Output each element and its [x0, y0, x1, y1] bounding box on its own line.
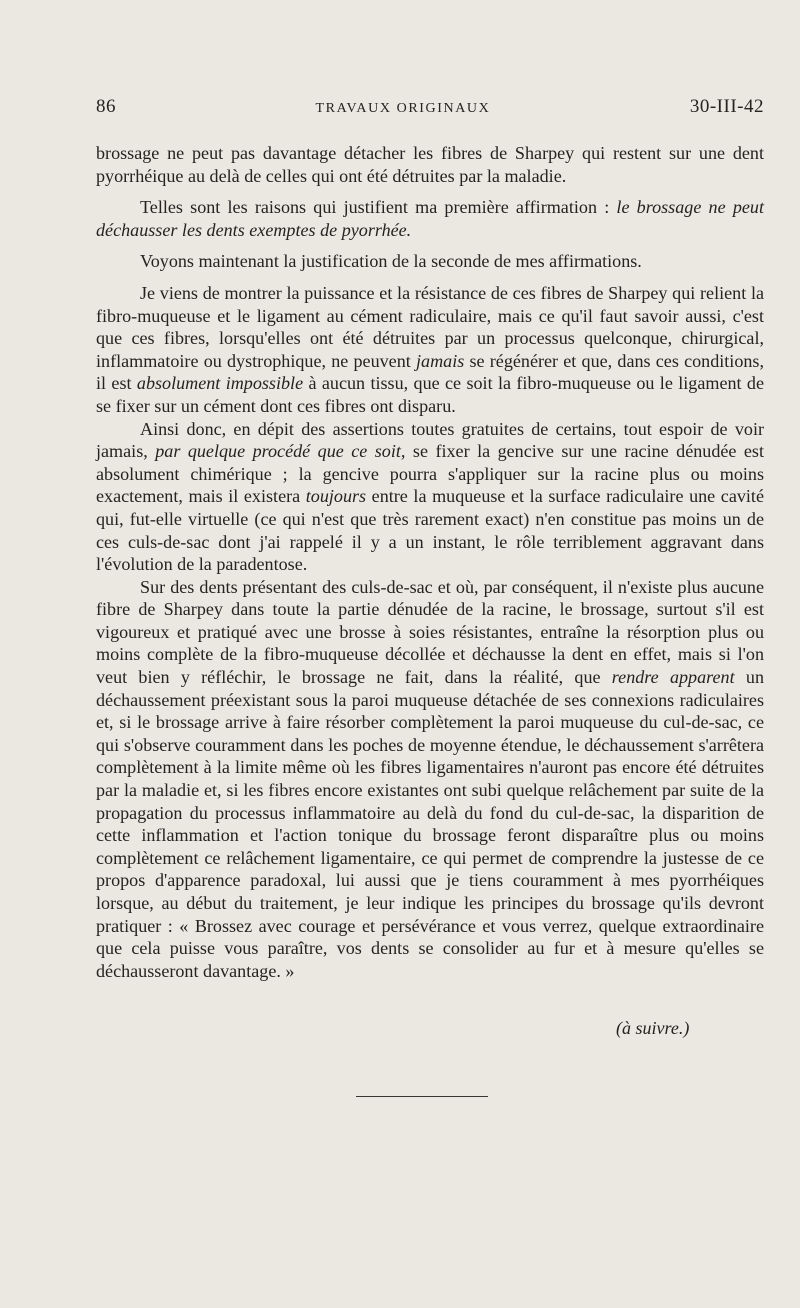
paragraph-culs-de-sac: [96, 576, 764, 983]
emphasis-text: absolument impossible: [136, 373, 304, 394]
emphasis-text: rendre apparent: [611, 667, 735, 688]
running-header: [96, 96, 764, 118]
continuation-note: (à suivre.): [616, 1018, 690, 1038]
paragraph-text: entre la muqueuse et la surface radiculaire une cavité qui, fut-elle virtuelle (ce qui n'est que très rarement exact) n'en constitue pas moins un de ces culs-de-sac dont j'ai rappelé il y a un instant, le rôle terriblement aggravant dans l'évolution de la paradentose.: [96, 486, 764, 575]
paragraph-sharpey-fibers: [96, 282, 764, 418]
emphasis-text: le brossage ne peut déchausser les dents exemptes de pyorrhée.: [96, 197, 764, 240]
issue-date: 30-III-42: [689, 96, 764, 117]
paragraph-text: se fixer la gencive sur une racine dénudée est absolument chimérique ; la gencive pourra s'appliquer sur la racine plus ou moins exactement, mais il existera: [96, 441, 764, 507]
paragraph-continued: brossage ne peut pas davantage détacher les fibres de Sharpey qui restent sur une dent pyorrhéique au delà de celles qui ont été détruites par la maladie.: [96, 143, 764, 186]
paragraph-text: Telles sont les raisons qui justifient ma première affirmation :: [140, 197, 617, 218]
article-body: [96, 142, 764, 982]
paragraph-ainsi-donc: [96, 418, 764, 576]
paragraph-first-affirmation: [96, 196, 764, 241]
paragraph-text: à aucun tissu, que ce soit la fibro-muqueuse ou le ligament de se fixer sur un cément dont ces fibres ont disparu.: [96, 373, 764, 416]
paragraph-text: un déchaussement préexistant sous la paroi muqueuse détachée de ses connexions radiculaires et, si le brossage arrive à faire résorber complètement la paroi muqueuse du cul-de-sac, ce qui s'observe couramment dans les poches de moyenne étendue, le déchaussement s'arrêtera complètement à la limite même où les fibres ligamentaires n'auront pas encore été détruites par la maladie et, si les fibres encore existantes ont subi quelque relâchement par suite de la propagation du processus inflammatoire au delà du fond du cul-de-sac, la disparition de cette inflammation et l'action tonique du brossage feront disparaître plus ou moins complètement ce relâchement ligamentaire, ce qui permet de comprendre la justesse de ce propos d'apparence paradoxal, lui aussi que je tiens couramment à mes pyorrhéiques lorsque, au début du traitement, je leur indique les principes du brossage qu'ils devront pratiquer : « Brossez avec courage et persévérance et vous verrez, quelque extraordinaire que cela puisse vous paraître, vos dents se consolider au fur et à mesure qu'elles se déchausseront davantage. »: [96, 667, 764, 981]
emphasis-text: jamais: [416, 350, 465, 371]
paragraph-text: Sur des dents présentant des culs-de-sac et où, par conséquent, il n'existe plus aucune fibre de Sharpey dans toute la partie dénudée de la racine, le brossage, surtout s'il est vigoureux et pratiqué avec une brosse à soies résistantes, entraîne la résorption plus ou moins complète de la fibro-muqueuse décollée et déchausse la dent en effet, mais si l'on veut bien y réfléchir, le brossage ne fait, dans la réalité, que: [96, 576, 764, 688]
paragraph-text: Ainsi donc, en dépit des assertions toutes gratuites de certains, tout espoir de voir jamais,: [96, 418, 764, 462]
emphasis-text: par quelque procédé que ce soit,: [155, 441, 406, 462]
section-divider: [356, 1096, 488, 1097]
emphasis-text: toujours: [305, 486, 367, 507]
paragraph-text: se régénérer et que, dans ces conditions, il est: [96, 350, 764, 394]
running-title: TRAVAUX ORIGINAUX: [315, 101, 491, 116]
paragraph-second-affirmation-intro: Voyons maintenant la justification de la seconde de mes affirmations.: [140, 251, 642, 272]
page-number: 86: [96, 96, 116, 117]
paragraph-text: Je viens de montrer la puissance et la résistance de ces fibres de Sharpey qui relient la fibro-muqueuse et le ligament au cément radiculaire, mais ce qu'il faut savoir aussi, c'est que ces fibres, lorsqu'elles ont été détruites par un processus quelconque, chirurgical, inflammatoire ou dystrophique, ne peuvent: [96, 282, 764, 371]
